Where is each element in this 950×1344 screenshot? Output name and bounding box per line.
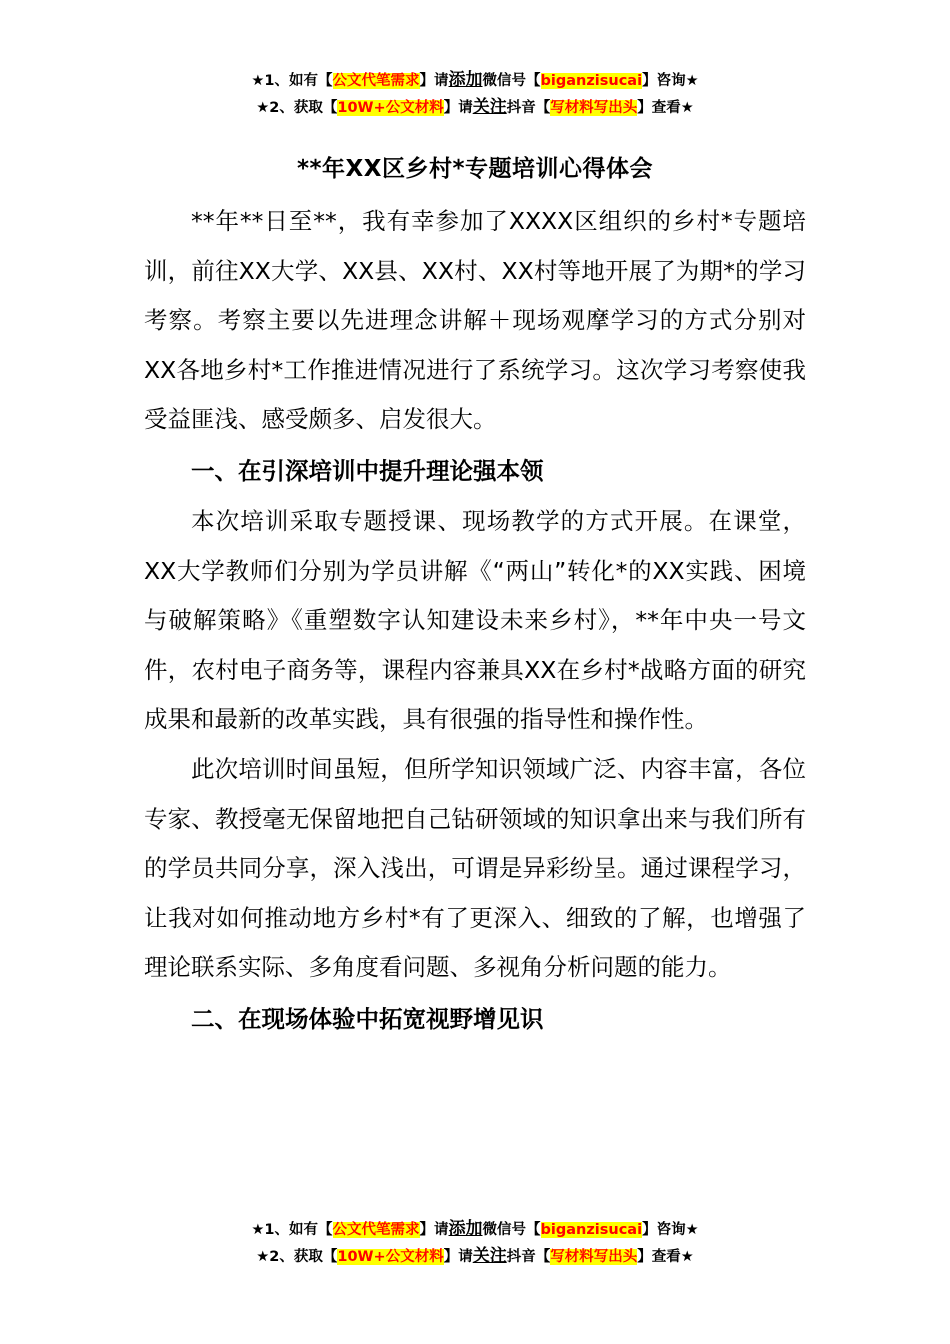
intro-paragraph: **年**日至**，我有幸参加了XXXX区组织的乡村*专题培训，前往XX大学、XX县、XX村、XX村等地开展了为期*的学习考察。考察主要以先进理念讲解＋现场观摩学习的方式分别对XX各地乡村*工作推进情况进行了系统学习。这次学习考察使我受益匪浅、感受颇多、启发很大。 [144,207,806,434]
promo-underline: 关注 [472,1246,507,1266]
section-1-paragraph: 本次培训采取专题授课、现场教学的方式开展。在课堂，XX大学教师们分别为学员讲解《“两山”转化*的XX实践、困境与破解策略》《重塑数字认知建设未来乡村》，**年中央一号文件，农村电子商务等，课程内容兼具XX在乡村*战略方面的研究成果和最新的改革实践，具有很强的指导性和操作性。 [144,506,806,734]
promo-text: 抖音【 [506,1249,551,1265]
promo-text: ★1、如有【 [251,1222,333,1238]
promo-text: 】请 [443,100,473,116]
promo-text: 】咨询★ [642,1222,699,1238]
promo-highlight: biganzisucai [540,73,643,89]
top-promo-banner [0,67,950,121]
promo-underline: 关注 [472,97,507,117]
promo-line-1 [0,67,950,94]
promo-highlight: biganzisucai [540,1222,643,1238]
promo-text: 】咨询★ [642,73,699,89]
promo-text: 微信号【 [482,1222,541,1238]
promo-text: 抖音【 [506,100,551,116]
promo-highlight: 写材料写出头 [550,100,638,116]
promo-text: 】请 [419,73,449,89]
promo-text: 】请 [443,1249,473,1265]
section-1-paragraph: 此次培训时间虽短，但所学知识领域广泛、内容丰富，各位专家、教授毫无保留地把自己钻研领域的知识拿出来与我们所有的学员共同分享，深入浅出，可谓是异彩纷呈。通过课程学习，让我对如何推动地方乡村*有了更深入、细致的了解，也增强了理论联系实际、多角度看问题、多视角分析问题的能力。 [144,754,806,982]
document-body [144,197,806,1045]
promo-highlight: 写材料写出头 [550,1249,638,1265]
promo-text: ★2、获取【 [256,1249,338,1265]
promo-line-1 [0,1216,950,1243]
promo-text: 微信号【 [482,73,541,89]
document-title: **年XX区乡村*专题培训心得体会 [296,156,654,182]
promo-text: 】查看★ [637,100,694,116]
bottom-promo-banner [0,1216,950,1270]
promo-highlight: 公文代笔需求 [332,73,420,89]
promo-highlight: 10W+公文材料 [337,100,444,116]
promo-text: 】请 [419,1222,449,1238]
promo-underline: 添加 [448,1219,483,1239]
promo-line-2 [0,1243,950,1270]
promo-line-2 [0,94,950,121]
section-1-heading: 一、在引深培训中提升理论强本领 [191,456,544,485]
promo-text: 】查看★ [637,1249,694,1265]
promo-underline: 添加 [448,70,483,90]
promo-text: ★1、如有【 [251,73,333,89]
promo-highlight: 10W+公文材料 [337,1249,444,1265]
promo-highlight: 公文代笔需求 [332,1222,420,1238]
section-2-heading: 二、在现场体验中拓宽视野增见识 [191,1004,544,1033]
promo-text: ★2、获取【 [256,100,338,116]
